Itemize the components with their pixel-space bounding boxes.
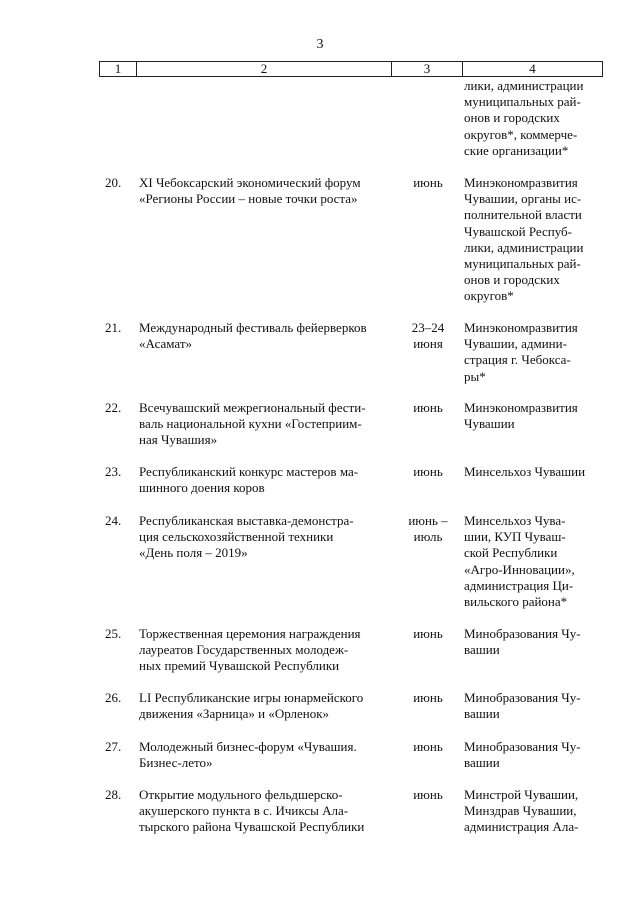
- org-line: Минсельхоз Чувашии: [464, 464, 586, 479]
- name-line: XI Чебоксарский экономический форум: [139, 175, 361, 190]
- row-number: 20.: [105, 175, 122, 190]
- date-line: июнь: [413, 400, 443, 415]
- row-number: 22.: [105, 400, 122, 415]
- org-line: Минстрой Чувашии,: [464, 787, 579, 802]
- date-line: июнь: [413, 626, 443, 641]
- org-line: «Агро-Инновации»,: [464, 561, 575, 577]
- date-line: июнь: [413, 739, 443, 754]
- date-line: июнь: [413, 787, 443, 802]
- event-organizer: [464, 626, 595, 658]
- name-line: Республиканская выставка-демонстра-: [139, 513, 354, 528]
- org-line: Минздрав Чувашии,: [464, 803, 577, 819]
- row-number: 26.: [105, 690, 122, 705]
- name-line: ная Чувашия»: [139, 432, 218, 448]
- org-line: муниципальных рай-: [464, 256, 581, 272]
- date-line: 23–24: [411, 320, 445, 335]
- event-organizer: [464, 787, 595, 836]
- org-line: вашии: [464, 642, 500, 658]
- event-name: [139, 320, 384, 352]
- org-line: Минэкономразвития: [464, 175, 578, 190]
- event-organizer: [464, 513, 595, 610]
- org-line: администрация Ци-: [464, 577, 574, 593]
- event-name: [139, 690, 384, 722]
- header-col-3: 3: [392, 62, 463, 77]
- name-line: ных премий Чувашской Республики: [139, 658, 340, 674]
- name-line: тырского района Чувашской Республики: [139, 819, 365, 835]
- event-organizer: [464, 739, 595, 771]
- table-header: [99, 61, 603, 77]
- event-name: [139, 513, 384, 562]
- name-line: «Асамат»: [139, 336, 193, 352]
- date-line: июнь –: [408, 513, 448, 528]
- row-number: 27.: [105, 739, 122, 754]
- event-organizer: [464, 690, 595, 722]
- org-line: ры*: [464, 368, 486, 384]
- row-number: 23.: [105, 464, 122, 479]
- org-line: Чувашской Респуб-: [464, 223, 572, 239]
- name-line: шинного доения коров: [139, 480, 265, 496]
- org-line: Чувашии: [464, 416, 515, 432]
- event-date: [394, 690, 462, 706]
- org-line: вильского района*: [464, 594, 568, 610]
- event-organizer: [464, 400, 595, 432]
- date-line: июль: [413, 529, 443, 545]
- date-line: июнь: [413, 690, 443, 705]
- event-name: [139, 400, 384, 449]
- org-line: онов и городских: [464, 272, 560, 288]
- event-date: [394, 739, 462, 755]
- event-name: [139, 626, 384, 675]
- row-number: 28.: [105, 787, 122, 802]
- org-line: округов*: [464, 288, 514, 304]
- org-line: Минобразования Чу-: [464, 626, 581, 641]
- org-line: Минобразования Чу-: [464, 690, 581, 705]
- page-number: 3: [316, 37, 324, 52]
- name-line: LI Республиканские игры юнармейского: [139, 690, 364, 705]
- date-line: июнь: [413, 464, 443, 479]
- event-organizer: [464, 464, 595, 480]
- org-line: администрация Ала-: [464, 819, 579, 835]
- event-organizer: [464, 175, 595, 305]
- name-line: Всечувашский межрегиональный фести-: [139, 400, 366, 415]
- org-line: онов и городских: [464, 110, 560, 126]
- event-date: [394, 320, 462, 352]
- org-line: полнительной власти: [464, 207, 582, 223]
- org-line: ские организации*: [464, 142, 569, 158]
- event-date: [394, 400, 462, 416]
- name-line: Республиканский конкурс мастеров ма-: [139, 464, 359, 479]
- org-line: ской Республики: [464, 545, 558, 561]
- date-line: июня: [413, 336, 443, 352]
- name-line: движения «Зарница» и «Орленок»: [139, 706, 330, 722]
- header-col-1: 1: [100, 62, 137, 77]
- org-line: Минэкономразвития: [464, 320, 578, 335]
- name-line: акушерского пункта в с. Ичиксы Ала-: [139, 803, 349, 819]
- event-date: [394, 626, 462, 642]
- row-number: 21.: [105, 320, 122, 335]
- name-line: Торжественная церемония награждения: [139, 626, 361, 641]
- event-date: [394, 175, 462, 191]
- name-line: Молодежный бизнес-форум «Чувашия.: [139, 739, 357, 754]
- event-organizer: [464, 320, 595, 385]
- event-name: [139, 175, 384, 207]
- name-line: ция сельскохозяйственной техники: [139, 529, 334, 545]
- org-line: страция г. Чебокса-: [464, 352, 571, 368]
- event-name: [139, 739, 384, 771]
- row-number: 25.: [105, 626, 122, 641]
- name-line: валь национальной кухни «Гостеприим-: [139, 416, 362, 432]
- org-line: лики, администрации: [464, 78, 584, 93]
- name-line: Бизнес-лето»: [139, 755, 213, 771]
- name-line: «Регионы России – новые точки роста»: [139, 191, 358, 207]
- org-line: Минэкономразвития: [464, 400, 578, 415]
- header-col-4: 4: [463, 62, 603, 77]
- org-line: Минобразования Чу-: [464, 739, 581, 754]
- event-date: [394, 464, 462, 480]
- org-line: муниципальных рай-: [464, 94, 581, 110]
- header-col-2: 2: [137, 62, 392, 77]
- event-date: [394, 787, 462, 803]
- event-name: [139, 464, 384, 496]
- name-line: Международный фестиваль фейерверков: [139, 320, 367, 335]
- name-line: лауреатов Государственных молодеж-: [139, 642, 349, 658]
- org-line: шии, КУП Чуваш-: [464, 529, 566, 545]
- org-line: вашии: [464, 706, 500, 722]
- org-line: Минсельхоз Чува-: [464, 513, 566, 528]
- event-date: [394, 513, 462, 545]
- date-line: июнь: [413, 175, 443, 190]
- org-line: лики, администрации: [464, 239, 584, 255]
- continuation-org: [464, 78, 595, 159]
- row-number: 24.: [105, 513, 122, 528]
- event-name: [139, 787, 384, 836]
- org-line: Чувашии, органы ис-: [464, 191, 582, 207]
- name-line: «День поля – 2019»: [139, 545, 248, 561]
- org-line: вашии: [464, 755, 500, 771]
- name-line: Открытие модульного фельдшерско-: [139, 787, 343, 802]
- org-line: округов*, коммерче-: [464, 126, 578, 142]
- org-line: Чувашии, админи-: [464, 336, 567, 352]
